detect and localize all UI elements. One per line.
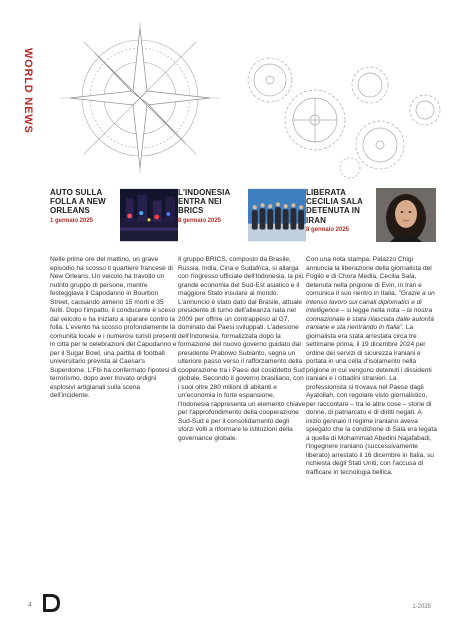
section-title [18,48,34,168]
page-number: 4 [28,602,32,609]
article-body [306,256,438,477]
article-headline: LIBERATA CECILIA SALA DETENUTA IN IRAN [306,188,363,225]
new-orleans-photo [120,188,178,242]
body-text: – si legge nella nota – [339,307,407,314]
body-text: Con una nota stampa, Palazzo Chigi annuncia la liberazione della giornalista del Foglio e di Chora Media, Cecilia Sala, detenuta nella prigione di Evin, in Iran e comunica il suo rientro in Italia. [306,256,432,297]
body-text: La giornalista era stata arrestata circa tre settimane prima, il 19 dicembre 2024 per ordine dei servizi di sicurezza iraniani e portata in una cella d'isolamento nella prigione in cui vengono detenuti i dissidenti iraniani e i cittadini stranieri. La professionista si trovava nel Paese dagli Ayatollah, con regolare visto giornalistico, per raccontare – tra le altre cose – storie di donne, di patriarcato e di diritti negati. A inizio gennaio il regime iraniano aveva spiegato che la condizione di Sala era legata a quella di Mohammad Abedini Najafabadi, l'ingegnere iraniano (successivamente liberato) arrestato il 16 dicembre in Italia, su richiesta degli Stati Uniti, con l'accusa di trafficare in tecnologia bellica. [306,324,437,476]
issue-number: 1-2025 [412,604,431,610]
cecilia-sala-portrait [376,188,436,242]
magazine-logo [40,592,62,614]
article-date: 8 gennaio 2025 [306,226,350,233]
quote-text: "Grazie a un intenso lavoro sui canali diplomatici e di intelligence [306,290,435,314]
article-headline: AUTO SULLA FOLLA A NEW ORLEANS [50,188,106,216]
section-title-text: WORLD NEWS [22,48,34,134]
article-body: Nelle prime ore del mattino, un grave episodio ha scosso il quartiere francese di New Orleans. Un veicolo ha travolto un nutrito gruppo di persone, mentre festeggiava il Capodanno in Bourbon Street, causando almeno 15 morti e 35 feriti. Dopo l'impatto, il conducente è sceso dal veicolo e ha iniziato a sparare contro la folla. L'evento ha scosso profondamente la comunità locale e i numerosi turisti presenti in città per le celebrazioni del Capodanno e per il Sugar Bowl, una partita di football universitario prevista al Caesar's Superdome. L'Fbi ha confermato l'ipotesi di terrorismo, dopo aver trovato ordigni esplosivi artigianali sulla scena dell'incidente. [50,256,177,399]
article-new-orleans [50,188,178,401]
quote-text: la nostra connazionale è stata rilasciata dalle autorità iraniane e sta rientrando in Italia". [306,307,434,331]
article-cecilia-sala [306,188,438,477]
article-indonesia-brics [178,188,306,443]
article-body: Il gruppo BRICS, composto da Brasile, Russia, India, Cina e Sudafrica, si allarga con l'ingresso ufficiale dell'Indonesia, la più grande economia del Sud-Est asiatico e il maggiore Stato insulare al mondo. L'annuncio è stato dato dal Brasile, attuale presidente di turno dell'alleanza nata nel 2009 per offrire un contrappeso al G7, dominato dai Paesi sviluppati. L'adesione dell'Indonesia, formalizzata dopo la formazione del nuovo governo guidato dal presidente Prabowo Subianto, segna un ulteriore passo verso il rafforzamento della cooperazione tra i Paesi del cosiddetto Sud globale. Secondo il governo brasiliano, con i suoi oltre 280 milioni di abitanti e un'economia in forte espansione, l'Indonesia rappresenta un elemento chiave per l'approfondimento della cooperazione Sud-Sud e per il consolidamento degli sforzi volti a riformare le istituzioni della governance globale. [178,256,306,442]
gears-illustration [230,50,450,180]
article-headline: L'INDONESIA ENTRA NEI BRICS [178,188,231,216]
article-date: 1 gennaio 2025 [50,217,94,224]
brics-leaders-photo [248,188,306,242]
article-date: 8 gennaio 2025 [178,217,222,224]
